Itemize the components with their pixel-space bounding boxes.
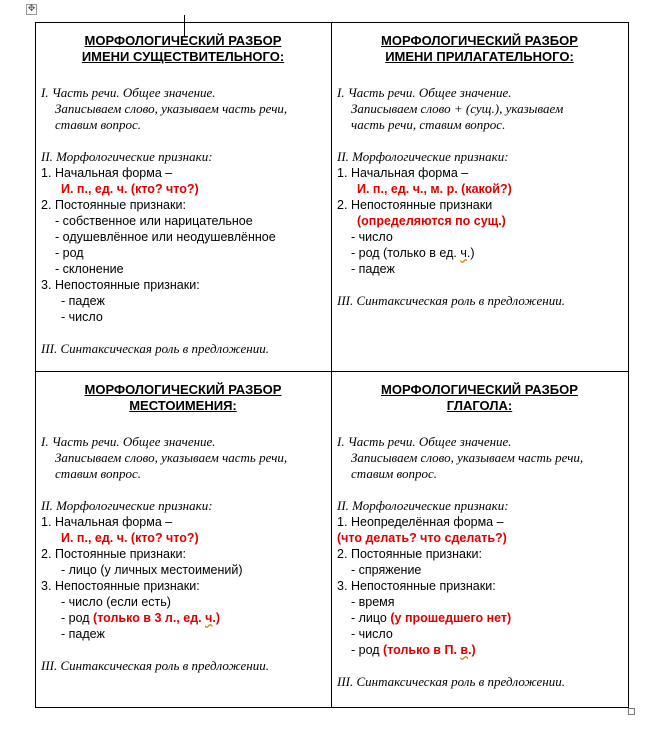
spellcheck-underline: в [460, 643, 469, 657]
list-number: 3. [41, 579, 52, 593]
noun-card [36, 23, 331, 371]
noun-constant-label: Постоянные признаки: [55, 198, 186, 212]
adjective-part1-line1: Записываем слово + (сущ.), указываем [351, 101, 564, 116]
adjective-item-text: - род (только в ед. [351, 246, 461, 260]
noun-initial-value: И. п., ед. ч. (кто? что?) [61, 182, 199, 196]
verb-initial-value: (что делать? что сделать?) [337, 531, 507, 545]
pronoun-initial-label: Начальная форма – [55, 515, 173, 529]
verb-syntax-role: III. Синтаксическая роль в предложении. [337, 674, 565, 689]
adjective-initial-label: Начальная форма – [351, 166, 469, 180]
pronoun-constant-item: - лицо (у личных местоимений) [61, 563, 243, 577]
adjective-variable-note: (определяются по сущ.) [357, 214, 506, 228]
pronoun-item-note: (только в 3 л., ед. [93, 611, 206, 625]
noun-variable-features [41, 277, 325, 293]
verb-title-line1: МОРФОЛОГИЧЕСКИЙ РАЗБОР [381, 382, 578, 397]
adjective-part1-line2: часть речи, ставим вопрос. [351, 117, 506, 132]
noun-variable-item: - число [61, 310, 103, 324]
pronoun-variable-label: Непостоянные признаки: [55, 579, 200, 593]
list-number: 1. [41, 515, 52, 529]
verb-constant-label: Постоянные признаки: [351, 547, 482, 561]
verb-part1-line2: ставим вопрос. [351, 466, 437, 481]
adjective-card [332, 23, 628, 371]
list-number: 2. [41, 547, 52, 561]
list-number: 2. [41, 198, 52, 212]
noun-title [41, 33, 325, 65]
noun-part1-title: I. Часть речи. Общее значение. [41, 85, 216, 100]
table-move-handle-icon[interactable]: ✥ [27, 4, 36, 14]
verb-constant-features [337, 546, 622, 562]
verb-part1-line1: Записываем слово, указываем часть речи, [351, 450, 584, 465]
list-number: 2. [337, 547, 348, 561]
noun-part2-title: II. Морфологические признаки: [41, 149, 213, 164]
adjective-item-text-end: .) [466, 246, 475, 260]
morphology-table [35, 22, 629, 708]
adjective-item: - число [351, 230, 393, 244]
pronoun-variable-item: - падеж [61, 627, 105, 641]
pronoun-item-note-end: .) [212, 611, 220, 625]
adjective-initial-form [337, 165, 622, 181]
noun-syntax-role: III. Синтаксическая роль в предложении. [41, 341, 269, 356]
pronoun-title [41, 382, 325, 414]
pronoun-syntax-role: III. Синтаксическая роль в предложении. [41, 658, 269, 673]
pronoun-part1-line2: ставим вопрос. [55, 466, 141, 481]
pronoun-item-text: - род [61, 611, 94, 625]
verb-item-note-end: .) [468, 643, 476, 657]
verb-variable-features [337, 578, 622, 594]
verb-variable-item [337, 610, 622, 626]
noun-title-line1: МОРФОЛОГИЧЕСКИЙ РАЗБОР [84, 33, 282, 48]
verb-item-note: (только в П. [383, 643, 461, 657]
noun-constant-features [41, 197, 325, 213]
adjective-syntax-role: III. Синтаксическая роль в предложении. [337, 293, 565, 308]
list-number: 1. [337, 515, 348, 529]
pronoun-part2-title: II. Морфологические признаки: [41, 498, 213, 513]
table-resize-handle[interactable] [628, 708, 635, 715]
pronoun-part1-line1: Записываем слово, указываем часть речи, [55, 450, 288, 465]
pronoun-variable-item: - число (если есть) [61, 595, 171, 609]
adjective-part1-title: I. Часть речи. Общее значение. [337, 85, 512, 100]
noun-constant-item: - род [55, 246, 84, 260]
verb-variable-item: - число [351, 627, 393, 641]
noun-constant-item: - собственное или нарицательное [55, 214, 253, 228]
noun-title-line2: ИМЕНИ СУЩЕСТВИТЕЛЬНОГО: [81, 49, 285, 64]
pronoun-title-line1: МОРФОЛОГИЧЕСКИЙ РАЗБОР [84, 382, 282, 397]
pronoun-initial-form [41, 514, 325, 530]
pronoun-variable-features [41, 578, 325, 594]
pronoun-part1-title: I. Часть речи. Общее значение. [41, 434, 216, 449]
noun-part1-line2: ставим вопрос. [55, 117, 141, 132]
pronoun-variable-item [41, 610, 325, 626]
list-number: 3. [41, 278, 52, 292]
noun-variable-label: Непостоянные признаки: [55, 278, 200, 292]
verb-item-note: (у прошедшего нет) [390, 611, 512, 625]
spellcheck-underline: ч [460, 246, 467, 260]
verb-card [332, 372, 628, 707]
noun-constant-item: - одушевлённое или неодушевлённое [55, 230, 276, 244]
adjective-item [337, 245, 622, 261]
verb-variable-item: - время [351, 595, 395, 609]
verb-initial-label: Неопределённая форма – [351, 515, 504, 529]
verb-item-text: - лицо [351, 611, 391, 625]
verb-item-text: - род [351, 643, 384, 657]
verb-constant-item: - спряжение [351, 563, 422, 577]
pronoun-constant-features [41, 546, 325, 562]
verb-initial-form [337, 514, 622, 530]
verb-variable-item [337, 642, 622, 658]
noun-part1-line1: Записываем слово, указываем часть речи, [55, 101, 288, 116]
verb-variable-label: Непостоянные признаки: [351, 579, 496, 593]
adjective-title-line1: МОРФОЛОГИЧЕСКИЙ РАЗБОР [381, 33, 578, 48]
adjective-title [337, 33, 622, 65]
list-number: 3. [337, 579, 348, 593]
verb-title-line2: ГЛАГОЛА: [446, 398, 513, 413]
pronoun-card [36, 372, 331, 707]
list-number: 1. [41, 166, 52, 180]
noun-constant-item: - склонение [55, 262, 124, 276]
adjective-variable-label: Непостоянные признаки [351, 198, 493, 212]
noun-initial-label: Начальная форма – [55, 166, 173, 180]
adjective-part2-title: II. Морфологические признаки: [337, 149, 509, 164]
list-number: 2. [337, 198, 348, 212]
adjective-variable-features [337, 197, 622, 213]
list-number: 1. [337, 166, 348, 180]
noun-initial-form [41, 165, 325, 181]
adjective-initial-value: И. п., ед. ч., м. р. (какой?) [357, 182, 512, 196]
pronoun-initial-value: И. п., ед. ч. (кто? что?) [61, 531, 199, 545]
verb-title [337, 382, 622, 414]
adjective-title-line2: ИМЕНИ ПРИЛАГАТЕЛЬНОГО: [385, 49, 574, 64]
adjective-item: - падеж [351, 262, 395, 276]
verb-part1-title: I. Часть речи. Общее значение. [337, 434, 512, 449]
verb-part2-title: II. Морфологические признаки: [337, 498, 509, 513]
pronoun-title-line2: МЕСТОИМЕНИЯ: [129, 398, 237, 413]
pronoun-constant-label: Постоянные признаки: [55, 547, 186, 561]
noun-variable-item: - падеж [61, 294, 105, 308]
spellcheck-underline: ч [205, 611, 213, 625]
